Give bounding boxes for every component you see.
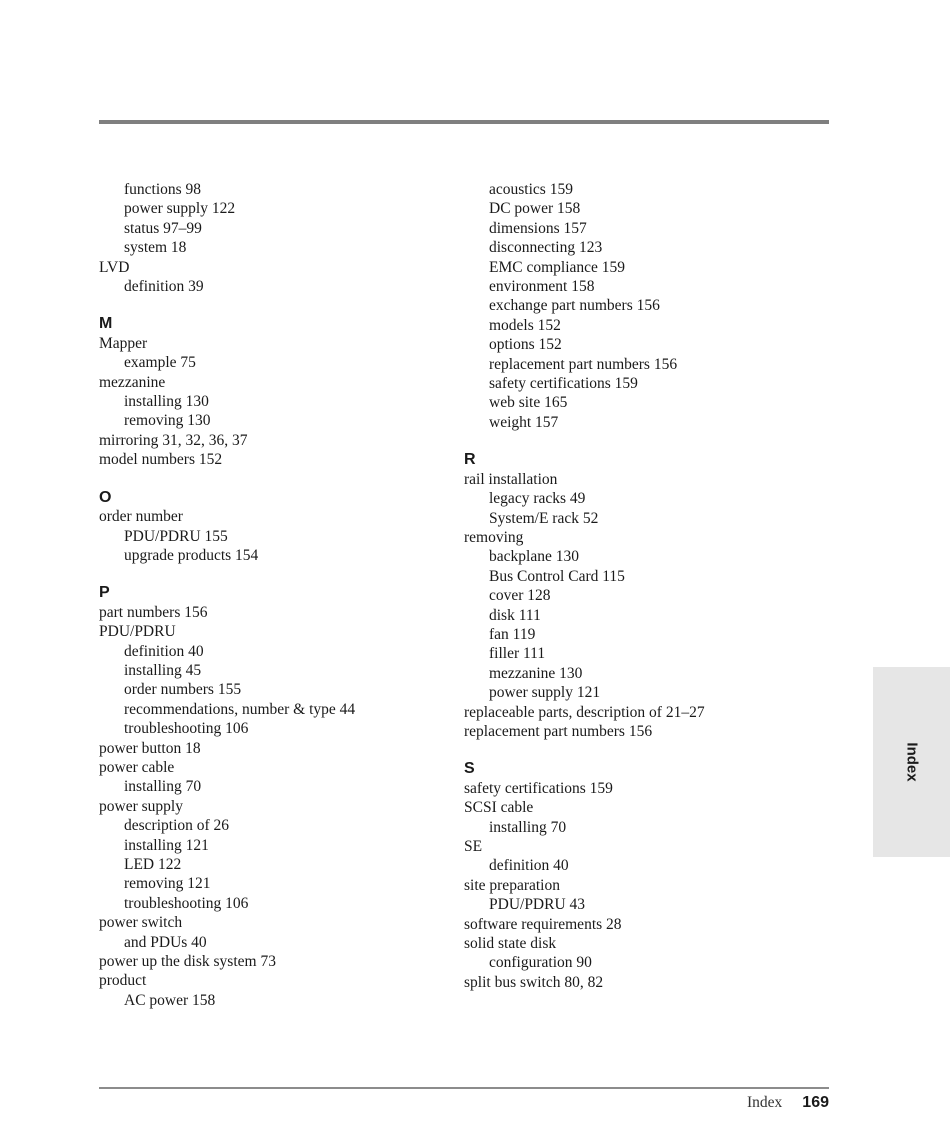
index-subentry: replacement part numbers 156 bbox=[489, 355, 678, 373]
index-subentry: cover 128 bbox=[489, 587, 551, 605]
index-subentry: options 152 bbox=[489, 336, 562, 354]
index-subentry: removing 130 bbox=[124, 412, 211, 430]
index-subentry: installing 70 bbox=[489, 818, 567, 836]
index-subentry: installing 70 bbox=[124, 778, 202, 796]
index-entry: mirroring 31, 32, 36, 37 bbox=[99, 431, 248, 449]
index-entry: product bbox=[99, 972, 147, 990]
index-subentry: PDU/PDRU 43 bbox=[489, 896, 586, 914]
index-entry: rail installation bbox=[464, 470, 558, 488]
index-subentry: troubleshooting 106 bbox=[124, 894, 249, 912]
index-entry: power supply bbox=[99, 797, 183, 815]
index-subentry: web site 165 bbox=[489, 394, 568, 412]
index-subentry: LED 122 bbox=[124, 856, 182, 873]
footer-rule bbox=[99, 1087, 829, 1089]
index-entry: LVD bbox=[99, 258, 130, 276]
index-subentry: AC power 158 bbox=[124, 991, 216, 1009]
index-entry: software requirements 28 bbox=[464, 915, 622, 933]
index-subentry: configuration 90 bbox=[489, 954, 592, 972]
index-subentry: dimensions 157 bbox=[489, 219, 587, 237]
page-footer bbox=[747, 1094, 829, 1112]
index-entry: removing bbox=[464, 528, 524, 546]
index-subentry: installing 130 bbox=[124, 393, 209, 411]
index-entry: mezzanine bbox=[99, 373, 166, 391]
index-entry: SCSI cable bbox=[464, 799, 534, 817]
index-letter-heading: M bbox=[99, 315, 113, 333]
index-subentry: removing 121 bbox=[124, 875, 211, 893]
index-subentry: upgrade products 154 bbox=[124, 546, 259, 564]
index-subentry: Bus Control Card 115 bbox=[489, 567, 625, 585]
index-entry: model numbers 152 bbox=[99, 451, 223, 469]
index-subentry: filler 111 bbox=[489, 645, 546, 663]
index-subentry: order numbers 155 bbox=[124, 681, 242, 699]
index-letter-heading: R bbox=[464, 451, 476, 469]
index-letter-heading: O bbox=[99, 488, 112, 506]
index-subentry: EMC compliance 159 bbox=[489, 258, 626, 276]
index-subentry: troubleshooting 106 bbox=[124, 720, 249, 738]
index-subentry: status 97–99 bbox=[124, 219, 202, 237]
index-subentry: exchange part numbers 156 bbox=[489, 297, 660, 315]
index-subentry: legacy racks 49 bbox=[489, 490, 586, 508]
index-subentry: installing 121 bbox=[124, 836, 209, 854]
side-tab-label: Index bbox=[903, 742, 920, 782]
page-number: 169 bbox=[802, 1094, 829, 1111]
index-subentry: models 152 bbox=[489, 316, 561, 334]
index-subentry: functions 98 bbox=[124, 181, 202, 198]
index-subentry: disconnecting 123 bbox=[489, 239, 603, 257]
index-subentry: system 18 bbox=[124, 239, 187, 257]
index-subentry: DC power 158 bbox=[489, 200, 581, 218]
index-entry: power switch bbox=[99, 914, 183, 932]
index-entry: safety certifications 159 bbox=[464, 779, 613, 797]
index-entry: SE bbox=[464, 838, 483, 855]
index-side-tab bbox=[873, 667, 950, 857]
index-subentry: disk 111 bbox=[489, 606, 541, 624]
index-letter-heading: P bbox=[99, 584, 110, 602]
index-subentry: definition 39 bbox=[124, 278, 204, 296]
index-subentry: environment 158 bbox=[489, 278, 595, 296]
index-subentry: and PDUs 40 bbox=[124, 933, 207, 951]
index-entry: power cable bbox=[99, 758, 175, 776]
header-rule bbox=[99, 120, 829, 124]
index-entry: power button 18 bbox=[99, 739, 201, 757]
index-entry: site preparation bbox=[464, 876, 560, 894]
index-subentry: weight 157 bbox=[489, 413, 559, 431]
index-column-right bbox=[464, 180, 834, 992]
index-subentry: power supply 121 bbox=[489, 684, 601, 702]
index-letter-heading: S bbox=[464, 760, 475, 778]
index-entry: split bus switch 80, 82 bbox=[464, 973, 604, 991]
index-subentry: System/E rack 52 bbox=[489, 509, 599, 527]
index-column-left bbox=[99, 180, 444, 1010]
index-subentry: definition 40 bbox=[489, 857, 569, 875]
footer-section-label: Index bbox=[747, 1094, 783, 1111]
index-entry: replacement part numbers 156 bbox=[464, 722, 653, 740]
index-entry: PDU/PDRU bbox=[99, 623, 176, 641]
index-subentry: installing 45 bbox=[124, 661, 202, 679]
index-subentry: backplane 130 bbox=[489, 548, 579, 566]
index-subentry: example 75 bbox=[124, 354, 196, 372]
index-entry: solid state disk bbox=[464, 935, 557, 953]
index-subentry: definition 40 bbox=[124, 642, 204, 660]
index-subentry: PDU/PDRU 155 bbox=[124, 527, 228, 545]
index-entry: order number bbox=[99, 508, 183, 526]
index-subentry: fan 119 bbox=[489, 625, 536, 643]
index-subentry: mezzanine 130 bbox=[489, 664, 583, 682]
index-entry: replaceable parts, description of 21–27 bbox=[464, 703, 705, 721]
index-subentry: safety certifications 159 bbox=[489, 375, 638, 393]
index-subentry: recommendations, number & type 44 bbox=[124, 700, 356, 718]
index-subentry: power supply 122 bbox=[124, 200, 236, 218]
index-subentry: description of 26 bbox=[124, 817, 230, 835]
index-entry: power up the disk system 73 bbox=[99, 953, 276, 971]
index-entry: part numbers 156 bbox=[99, 603, 208, 621]
index-subentry: acoustics 159 bbox=[489, 181, 573, 198]
index-entry: Mapper bbox=[99, 334, 148, 352]
